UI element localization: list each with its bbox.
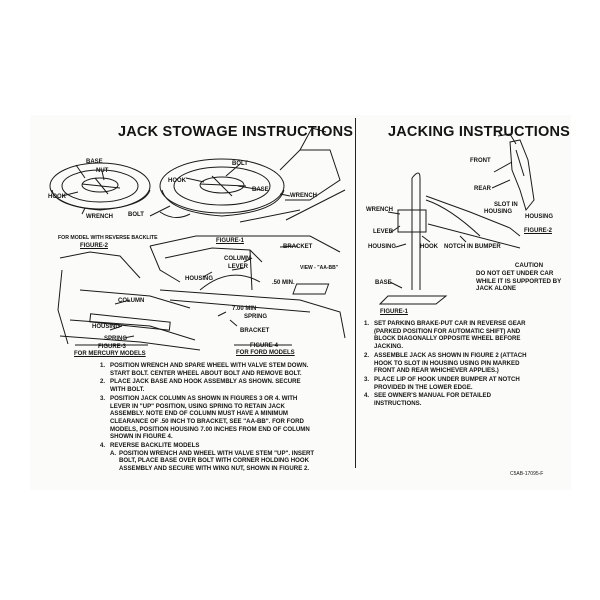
- trunk-outline-illustration: [240, 128, 345, 222]
- jacking-steps: [364, 320, 540, 409]
- stowage-step: 1. POSITION WRENCH AND SPARE WHEEL WITH VALVE STEM DOWN. START BOLT. CENTER WHEEL ABOUT BOLT AND REMOVE BOLT.: [100, 362, 309, 377]
- stowage-step: 4. REVERSE BACKLITE MODELS A. POSITION WRENCH AND WHEEL WITH VALVE STEM "UP". INSERT BOLT, PLACE BASE OVER BOLT WITH CORNER HOLDING HOOK ASSEMBLY AND SECURE WITH WING NUT, SHOWN IN FIGURE 2.: [100, 442, 315, 473]
- label-hook-right: HOOK: [420, 244, 438, 250]
- label-base-fig2: BASE: [86, 159, 103, 165]
- label-figure1-left: FIGURE-1: [216, 238, 245, 244]
- label-figure3-sub: FOR MERCURY MODELS: [74, 351, 146, 357]
- label-slot-in: SLOT IN: [494, 202, 518, 208]
- label-housing-slot: HOUSING: [484, 209, 513, 215]
- jacking-instructions-title: JACKING INSTRUCTIONS: [388, 124, 571, 140]
- label-bolt-fig1: BOLT: [128, 212, 144, 218]
- label-notch-in-bumper: NOTCH IN BUMPER: [444, 244, 501, 250]
- label-housing-fig2-right: HOUSING: [525, 214, 554, 220]
- label-rear: REAR: [474, 186, 492, 192]
- label-spring-fig3: SPRING: [104, 336, 128, 342]
- label-wrench-fig1: WRENCH: [290, 193, 317, 199]
- stowage-substep: A. POSITION WRENCH AND WHEEL WITH VALVE STEM "UP". INSERT BOLT, PLACE BASE OVER BOLT WITH CORNER HOLDING HOOK ASSEMBLY AND SECURE WITH WING NUT, SHOWN IN FIGURE 2.: [110, 449, 315, 473]
- stowage-step: 2. PLACE JACK BASE AND HOOK ASSEMBLY AS SHOWN. SECURE WITH BOLT.: [100, 378, 301, 394]
- label-spring-fig4: SPRING: [244, 314, 268, 320]
- label-figure2-right: FIGURE-2: [524, 228, 553, 234]
- label-bracket-fig4: BRACKET: [240, 328, 270, 334]
- label-column-fig1: COLUMN: [224, 256, 251, 262]
- label-figure4: FIGURE-4: [250, 343, 279, 349]
- label-housing-fig3: HOUSING: [92, 324, 121, 330]
- label-wrench-right: WRENCH: [366, 207, 393, 213]
- part-number: C5AB-17095-F: [510, 471, 544, 477]
- leader-lines: [62, 162, 512, 338]
- stowage-steps: [100, 362, 315, 474]
- label-base-fig1: BASE: [252, 187, 269, 193]
- caution-heading: CAUTION: [514, 262, 544, 269]
- hook-detail-illustration: [498, 134, 534, 210]
- label-front: FRONT: [470, 158, 491, 164]
- label-nut: NUT: [96, 168, 109, 174]
- label-wrench-fig2: WRENCH: [86, 214, 113, 220]
- label-figure2-left: FIGURE-2: [80, 243, 109, 249]
- jacking-step: 1. SET PARKING BRAKE-PUT CAR IN REVERSE GEAR (PARKED POSITION FOR AUTOMATIC SHIFT) AND BLOCK DIAGONALLY OPPOSITE WHEEL BEFORE JACKING.: [364, 320, 526, 351]
- jacking-step: 2. ASSEMBLE JACK AS SHOWN IN FIGURE 2 (ATTACH HOOK TO SLOT IN HOUSING USING PIN MARKED FRONT AND REAR WHICHEVER APPLIES.): [364, 351, 527, 375]
- label-figure4-sub: FOR FORD MODELS: [236, 350, 295, 356]
- label-lever-fig1: LEVER: [228, 264, 249, 270]
- label-figure1-right: FIGURE-1: [380, 309, 409, 315]
- label-50-min: .50 MIN.: [272, 280, 295, 286]
- label-bolt-top: BOLT: [232, 161, 248, 167]
- label-bracket-right: BRACKET: [283, 244, 313, 250]
- label-hook-fig1: HOOK: [168, 178, 186, 184]
- jacking-step: 4. SEE OWNER'S MANUAL FOR DETAILED INSTRUCTIONS.: [364, 392, 492, 408]
- label-model-note: FOR MODEL WITH REVERSE BACKLITE: [58, 235, 158, 241]
- label-700-min: 7.00 MIN: [232, 306, 257, 312]
- stowage-step: 3. POSITION JACK COLUMN AS SHOWN IN FIGURES 3 OR 4. WITH LEVER IN "UP" POSITION, USING SPRING TO RETAIN JACK ASSEMBLY. NOTE END OF COLUMN MUST HAVE A MINIMUM CLEARANCE OF .50 INCH TO BRACKET, SEE "AA-BB". FOR FORD MODELS, POSITION HOUSING 7.00 INCHES FROM END OF COLUMN SHOWN IN FIGURE 4.: [100, 394, 310, 441]
- label-column-fig3: COLUMN: [118, 298, 145, 304]
- label-view-aabb: VIEW - "AA-BB": [300, 265, 339, 271]
- label-figure3: FIGURE-3: [98, 344, 127, 350]
- figure1-car-body-illustration: [150, 236, 345, 338]
- label-base-right: BASE: [375, 280, 392, 286]
- caution-box: [476, 262, 572, 293]
- label-lever-right: LEVER: [373, 229, 394, 235]
- label-hook-fig2: HOOK: [48, 194, 66, 200]
- jack-stowage-title: JACK STOWAGE INSTRUCTIONS: [118, 124, 354, 140]
- caution-text: DO NOT GET UNDER CAR WHILE IT IS SUPPORTED BY JACK ALONE: [476, 269, 562, 293]
- label-housing-fig1: HOUSING: [185, 276, 214, 282]
- jacking-step: 3. PLACE LIP OF HOOK UNDER BUMPER AT NOTCH PROVIDED IN THE LOWER EDGE.: [364, 375, 520, 391]
- label-housing-right: HOUSING: [368, 244, 397, 250]
